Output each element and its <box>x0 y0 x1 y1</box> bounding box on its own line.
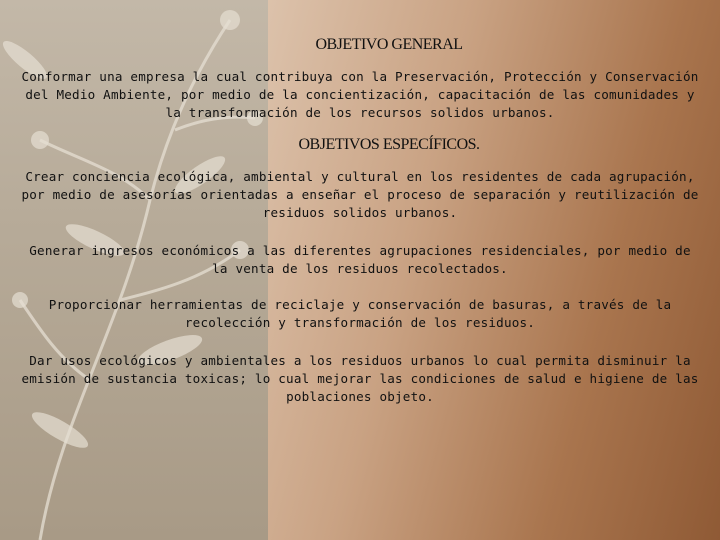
slide-content <box>20 36 700 406</box>
specific-objectives-heading: OBJETIVOS ESPECÍFICOS. <box>298 136 480 153</box>
specific-objective-item: Crear conciencia ecológica, ambiental y cultural en los residentes de cada agrupación, por medio de asesorías orientadas a enseñar el proceso de separación y reutilización de residuos solidos urbanos. <box>21 169 699 220</box>
general-objective-text: Conformar una empresa la cual contribuya con la Preservación, Protección y Conservación del Medio Ambiente, por medio de la concientización, capacitación de las comunidades y la transformación de los recursos solidos urbanos. <box>21 69 699 120</box>
specific-objective-item: Generar ingresos económicos a las diferentes agrupaciones residenciales, por medio de la venta de los residuos recolectados. <box>29 243 691 276</box>
specific-objective-item: Proporcionar herramientas de reciclaje y conservación de basuras, a través de la recolección y transformación de los residuos. <box>48 297 672 330</box>
specific-objective-item: Dar usos ecológicos y ambientales a los residuos urbanos lo cual permita disminuir la emisión de sustancia toxicas; lo cual mejorar las condiciones de salud e higiene de las poblaciones objeto. <box>21 353 699 404</box>
general-objective-heading: OBJETIVO GENERAL <box>315 36 463 53</box>
